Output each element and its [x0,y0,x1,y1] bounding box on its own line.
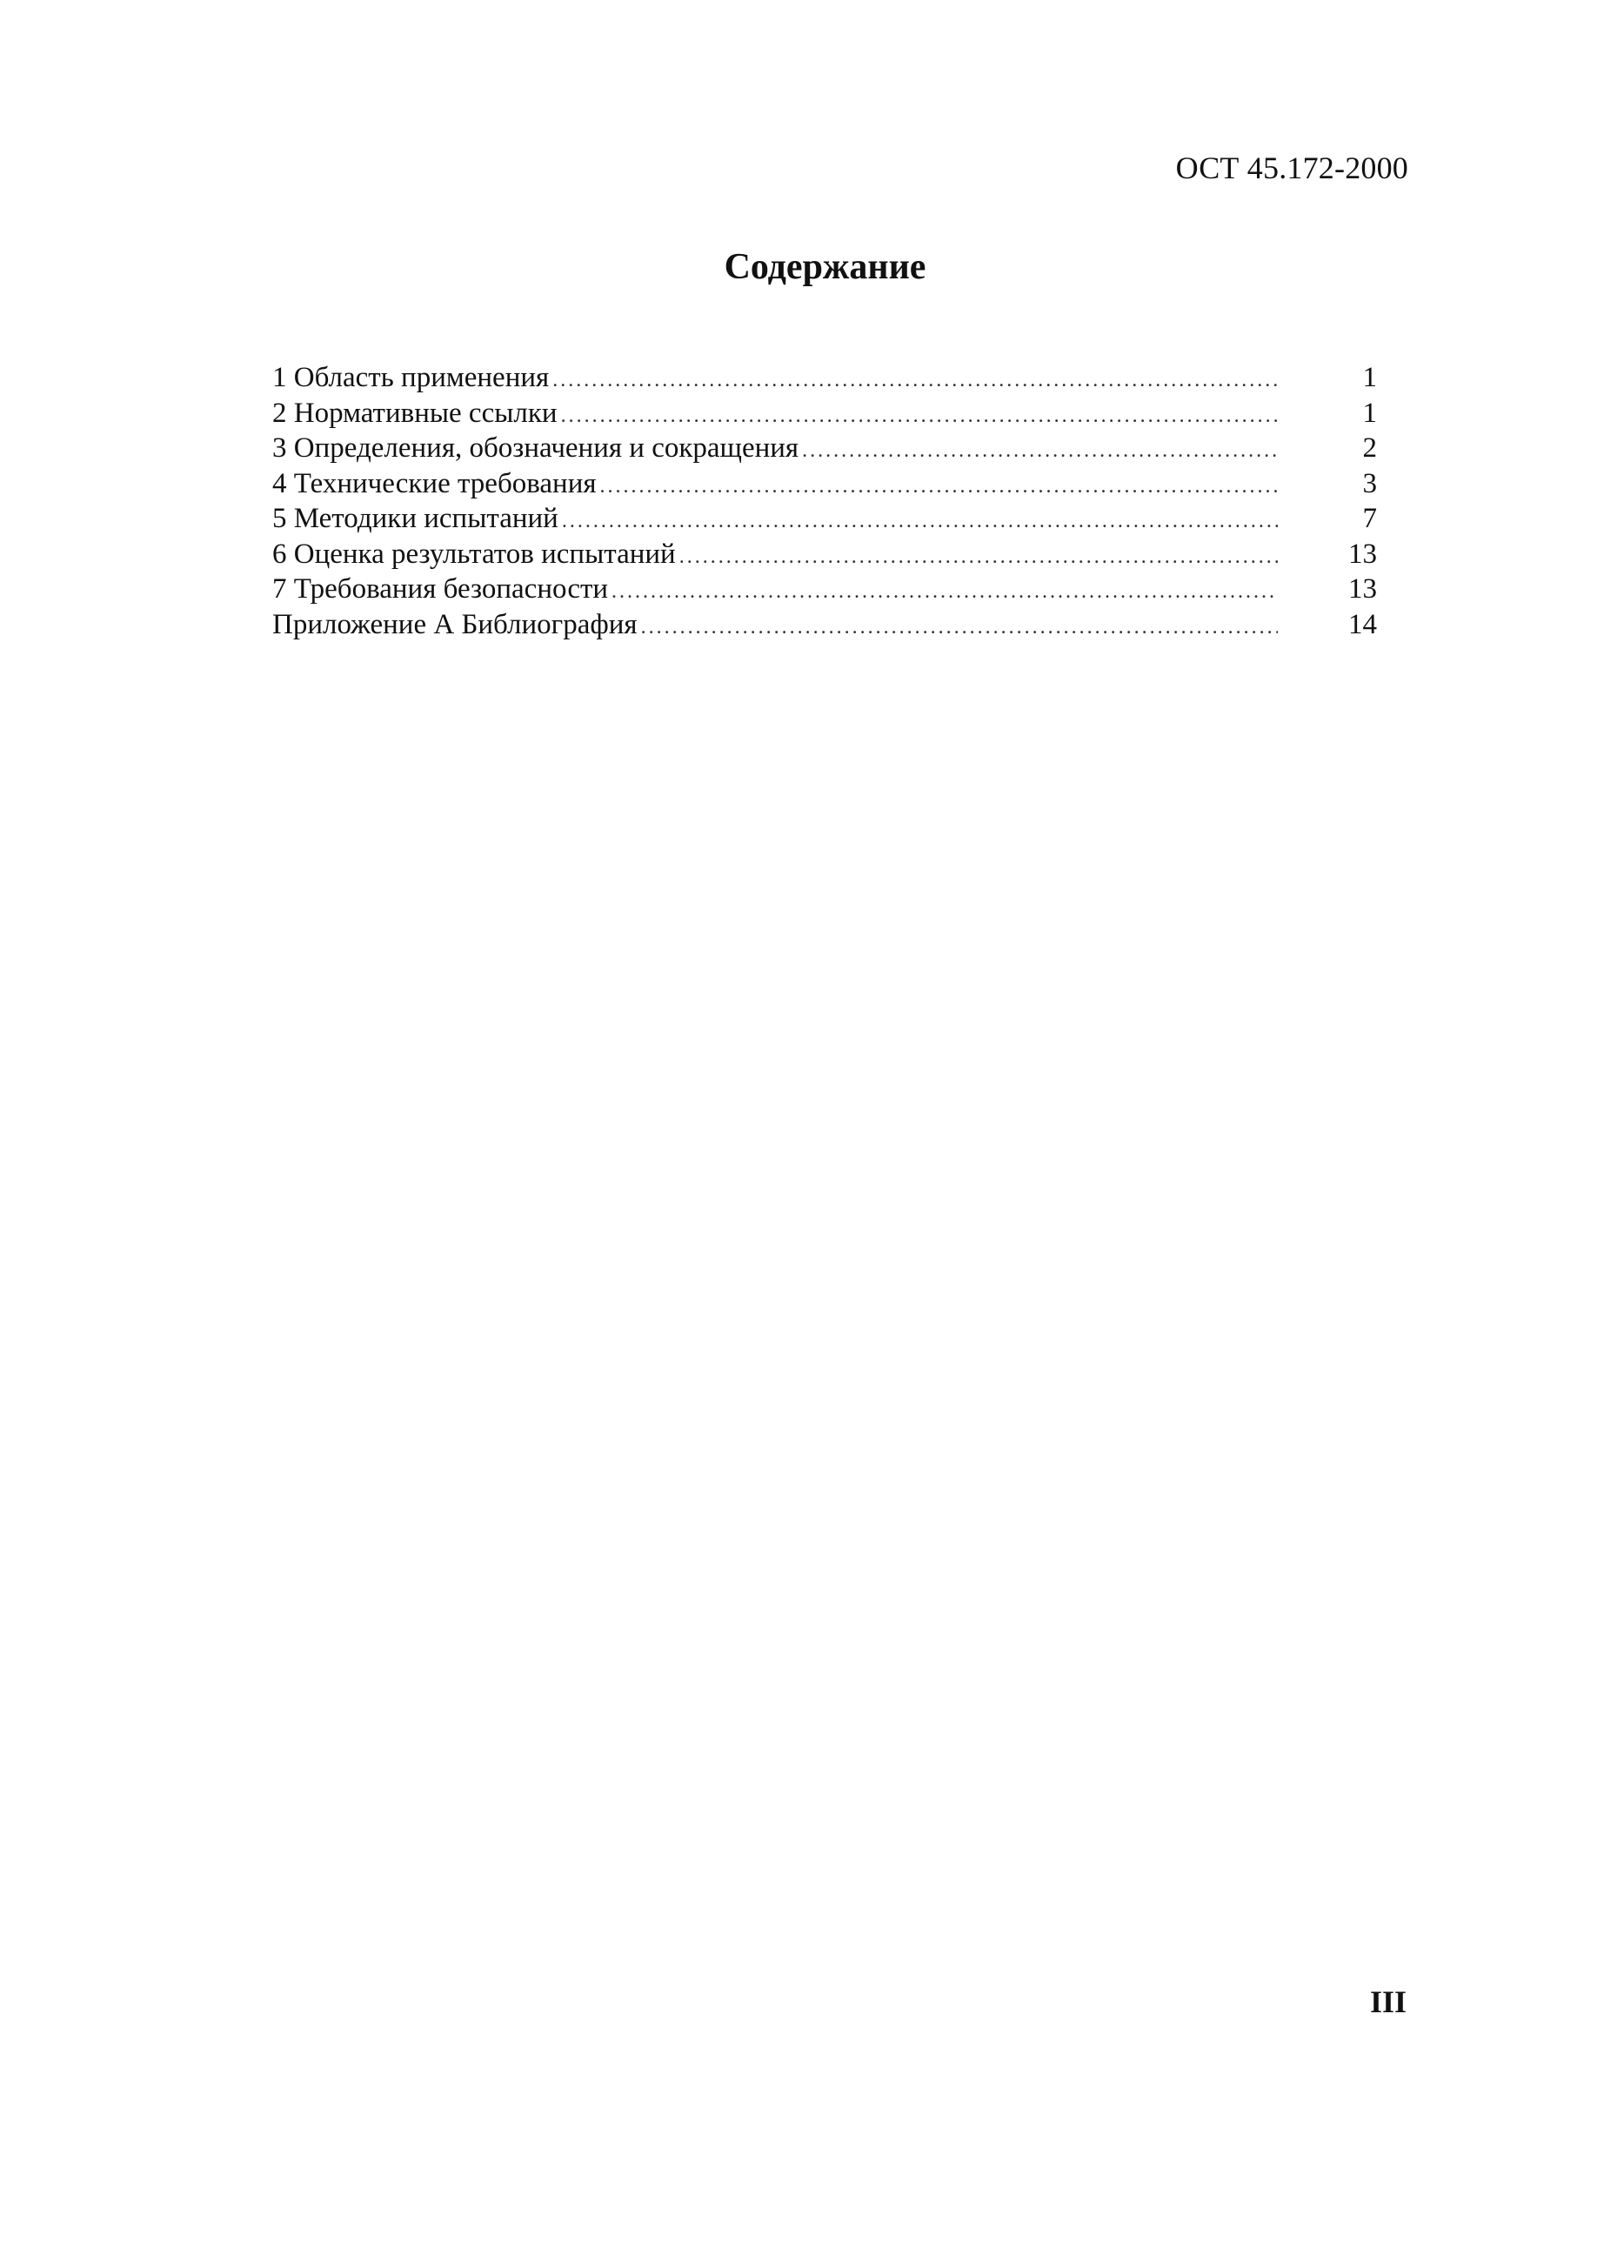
toc-leader-dots [612,581,1278,602]
toc-item[interactable] [272,607,1377,643]
toc-leader-dots [600,476,1278,497]
toc-item-page: 14 [1348,608,1377,640]
toc-item-label: 6 Оценка результатов испытаний [272,538,676,570]
page-number: III [1369,1984,1407,2019]
toc-item-page: 13 [1348,538,1377,570]
toc-leader-dots [641,617,1278,638]
toc-item-page: 1 [1362,397,1377,429]
toc-item[interactable] [272,431,1377,466]
toc-leader-dots [561,405,1278,426]
toc-item-page: 13 [1348,573,1377,605]
toc-item-page: 3 [1362,467,1377,499]
toc-item[interactable] [272,466,1377,502]
toc-item-label: 2 Нормативные ссылки [272,397,558,429]
toc-leader-dots [679,546,1278,567]
toc-item-label: 1 Область применения [272,362,550,393]
toc-item-label: 5 Методики испытаний [272,503,558,534]
toc-item-label: Приложение А Библиография [272,608,638,640]
toc-item[interactable] [272,360,1377,396]
toc-item[interactable] [272,572,1377,607]
toc-item-page: 1 [1362,362,1377,393]
toc-item-label: 4 Технические требования [272,467,597,499]
table-of-contents [272,360,1377,642]
toc-item-page: 7 [1362,503,1377,534]
document-code: ОСТ 45.172-2000 [1175,151,1408,185]
toc-item[interactable] [272,501,1377,537]
toc-item[interactable] [272,537,1377,572]
toc-item-label: 3 Определения, обозначения и сокращения [272,432,799,464]
toc-leader-dots [562,511,1278,532]
toc-title: Содержание [724,247,926,287]
toc-item[interactable] [272,396,1377,432]
toc-item-page: 2 [1362,432,1377,464]
toc-item-label: 7 Требования безопасности [272,573,609,605]
toc-leader-dots [802,440,1278,461]
toc-leader-dots [552,370,1278,391]
